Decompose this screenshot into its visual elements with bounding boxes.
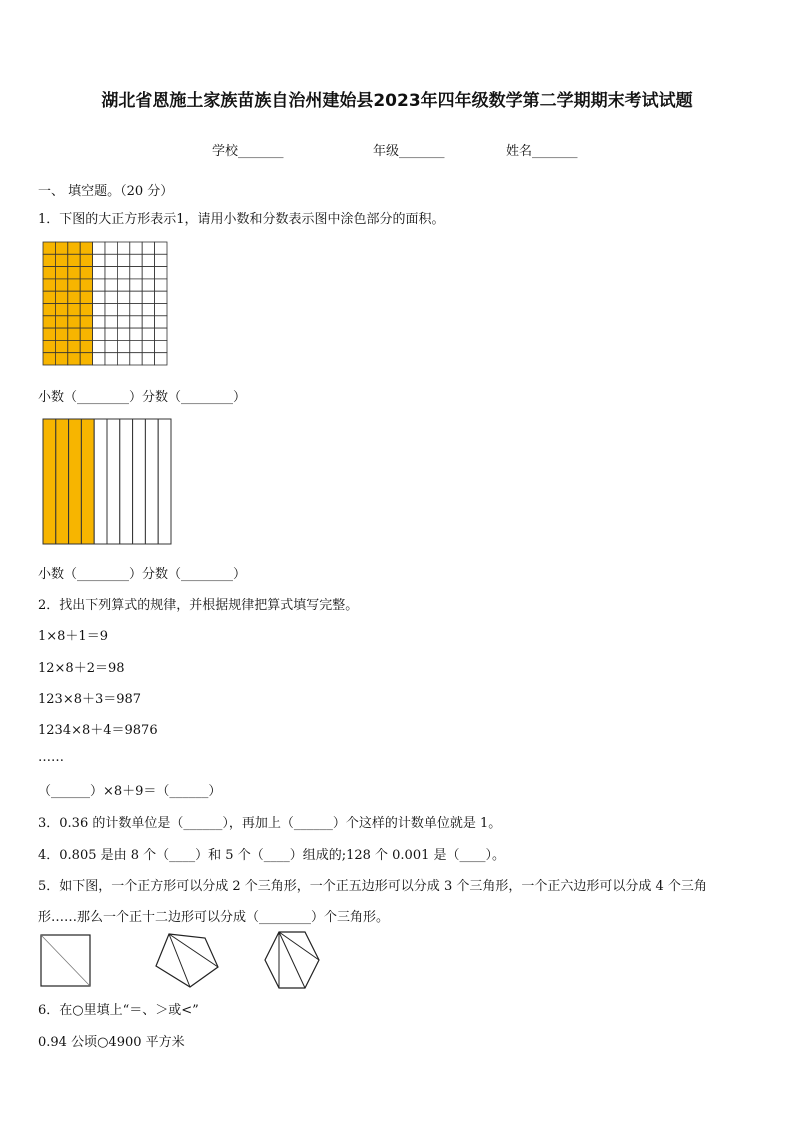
- shaded-grid-cell: [55, 304, 67, 316]
- grid-cell: [93, 316, 105, 328]
- grid-cell: [142, 328, 154, 340]
- shaded-grid-cell: [43, 254, 55, 266]
- grid-cell: [117, 242, 129, 254]
- shaded-grid-cell: [55, 279, 67, 291]
- q2-equation-1: 1×8＋1＝9: [38, 629, 108, 644]
- shaded-strip: [43, 419, 56, 544]
- grid-cell: [155, 328, 167, 340]
- grid-cell: [117, 304, 129, 316]
- hundred-grid-figure: [42, 241, 170, 367]
- shaded-grid-cell: [80, 254, 92, 266]
- grid-cell: [142, 267, 154, 279]
- shaded-grid-cell: [55, 254, 67, 266]
- shaded-grid-cell: [43, 304, 55, 316]
- grid-cell: [93, 340, 105, 352]
- grid-cell: [105, 353, 117, 365]
- shaded-grid-cell: [68, 340, 80, 352]
- shaded-grid-cell: [43, 291, 55, 303]
- shaded-grid-cell: [80, 353, 92, 365]
- strip: [120, 419, 133, 544]
- question-4[interactable]: 4．0.805 是由 8 个（____）和 5 个（____）组成的;128 个 0.001 是（____）。: [38, 848, 505, 863]
- shaded-grid-cell: [43, 340, 55, 352]
- grid-cell: [130, 304, 142, 316]
- grid-cell: [105, 291, 117, 303]
- square-divided-figure: [40, 934, 92, 988]
- grid-cell: [130, 340, 142, 352]
- section-heading: 一、 填空题。（20 分）: [38, 184, 174, 199]
- shaded-grid-cell: [80, 267, 92, 279]
- shaded-grid-cell: [80, 279, 92, 291]
- grid-cell: [155, 254, 167, 266]
- grid-cell: [105, 304, 117, 316]
- shaded-grid-cell: [43, 328, 55, 340]
- strip: [133, 419, 146, 544]
- q2-ellipsis: ……: [38, 750, 64, 765]
- grade-field[interactable]: 年级_______: [373, 144, 445, 159]
- shaded-grid-cell: [68, 304, 80, 316]
- strip: [145, 419, 158, 544]
- shaded-grid-cell: [68, 254, 80, 266]
- shaded-grid-cell: [43, 316, 55, 328]
- shaded-strip: [69, 419, 82, 544]
- shaded-grid-cell: [80, 340, 92, 352]
- q6-comparison-1[interactable]: 0.94 公顷○4900 平方米: [38, 1035, 185, 1050]
- question-6: 6．在○里填上“＝、＞或<”: [38, 1003, 199, 1018]
- grid-cell: [155, 291, 167, 303]
- grid-cell: [93, 279, 105, 291]
- shaded-grid-cell: [80, 304, 92, 316]
- grid-cell: [155, 267, 167, 279]
- question-3[interactable]: 3．0.36 的计数单位是（______），再加上（______）个这样的计数单位就是 1。: [38, 816, 502, 831]
- strip: [158, 419, 171, 544]
- grid-cell: [105, 267, 117, 279]
- strip-figure: [42, 418, 174, 546]
- grid-cell: [93, 267, 105, 279]
- grid-cell: [93, 291, 105, 303]
- question-1: 1．下图的大正方形表示1，请用小数和分数表示图中涂色部分的面积。: [38, 212, 445, 227]
- grid-cell: [93, 254, 105, 266]
- shaded-grid-cell: [43, 279, 55, 291]
- grid-cell: [142, 316, 154, 328]
- grid-cell: [117, 316, 129, 328]
- shaded-grid-cell: [68, 316, 80, 328]
- shaded-grid-cell: [80, 291, 92, 303]
- grid-cell: [130, 242, 142, 254]
- question-2: 2．找出下列算式的规律，并根据规律把算式填写完整。: [38, 598, 359, 613]
- grid-cell: [130, 291, 142, 303]
- shaded-grid-cell: [55, 291, 67, 303]
- grid-cell: [117, 279, 129, 291]
- shaded-grid-cell: [68, 279, 80, 291]
- hexagon-divided-figure: [262, 930, 322, 990]
- shaded-grid-cell: [43, 242, 55, 254]
- grid-cell: [105, 316, 117, 328]
- shaded-grid-cell: [43, 353, 55, 365]
- grid-cell: [142, 353, 154, 365]
- shaded-strip: [56, 419, 69, 544]
- name-field[interactable]: 姓名_______: [506, 144, 578, 159]
- q2-equation-2: 12×8＋2＝98: [38, 661, 125, 676]
- grid-cell: [130, 279, 142, 291]
- grid-cell: [142, 279, 154, 291]
- grid-cell: [105, 328, 117, 340]
- q2-equation-3: 123×8＋3＝987: [38, 692, 142, 707]
- grid-cell: [117, 353, 129, 365]
- shaded-grid-cell: [55, 353, 67, 365]
- shaded-grid-cell: [55, 316, 67, 328]
- grid-cell: [142, 254, 154, 266]
- grid-cell: [93, 242, 105, 254]
- grid-cell: [142, 340, 154, 352]
- shaded-grid-cell: [55, 340, 67, 352]
- grid-cell: [117, 267, 129, 279]
- grid-cell: [105, 242, 117, 254]
- shaded-grid-cell: [68, 353, 80, 365]
- grid-cell: [93, 353, 105, 365]
- grid-cell: [93, 328, 105, 340]
- grid-cell: [142, 291, 154, 303]
- grid-cell: [155, 279, 167, 291]
- school-field[interactable]: 学校_______: [212, 144, 284, 159]
- grid-cell: [130, 254, 142, 266]
- grid-cell: [117, 254, 129, 266]
- shaded-strip: [81, 419, 94, 544]
- strip: [107, 419, 120, 544]
- grid-cell: [142, 242, 154, 254]
- grid-cell: [130, 353, 142, 365]
- shaded-grid-cell: [55, 328, 67, 340]
- shaded-grid-cell: [68, 267, 80, 279]
- q2-fill-equation[interactable]: （______）×8＋9＝（______）: [38, 784, 222, 799]
- grid-cell: [130, 316, 142, 328]
- shaded-grid-cell: [80, 328, 92, 340]
- q2-equation-4: 1234×8＋4＝9876: [38, 723, 158, 738]
- shaded-grid-cell: [55, 267, 67, 279]
- question-5-line-1: 5．如下图，一个正方形可以分成 2 个三角形，一个正五边形可以分成 3 个三角形，一个正六边形可以分成 4 个三角: [38, 879, 707, 894]
- grid-cell: [142, 304, 154, 316]
- grid-cell: [155, 304, 167, 316]
- pentagon-divided-figure: [152, 932, 222, 990]
- shaded-grid-cell: [68, 291, 80, 303]
- shaded-grid-cell: [68, 328, 80, 340]
- shaded-grid-cell: [68, 242, 80, 254]
- grid-cell: [105, 254, 117, 266]
- grid-cell: [155, 242, 167, 254]
- question-5-line-2[interactable]: 形……那么一个正十二边形可以分成（________）个三角形。: [38, 910, 390, 925]
- q1-answer-line-1[interactable]: 小数（________）分数（________）: [38, 390, 247, 405]
- shaded-grid-cell: [43, 267, 55, 279]
- grid-cell: [117, 328, 129, 340]
- page-title: 湖北省恩施土家族苗族自治州建始县2023年四年级数学第二学期期末考试试题: [101, 91, 693, 111]
- grid-cell: [93, 304, 105, 316]
- strip: [94, 419, 107, 544]
- grid-cell: [155, 340, 167, 352]
- grid-cell: [155, 316, 167, 328]
- grid-cell: [130, 328, 142, 340]
- grid-cell: [155, 353, 167, 365]
- shaded-grid-cell: [55, 242, 67, 254]
- grid-cell: [105, 340, 117, 352]
- grid-cell: [130, 267, 142, 279]
- grid-cell: [117, 340, 129, 352]
- grid-cell: [117, 291, 129, 303]
- shaded-grid-cell: [80, 242, 92, 254]
- shaded-grid-cell: [80, 316, 92, 328]
- q1-answer-line-2[interactable]: 小数（________）分数（________）: [38, 567, 247, 582]
- grid-cell: [105, 279, 117, 291]
